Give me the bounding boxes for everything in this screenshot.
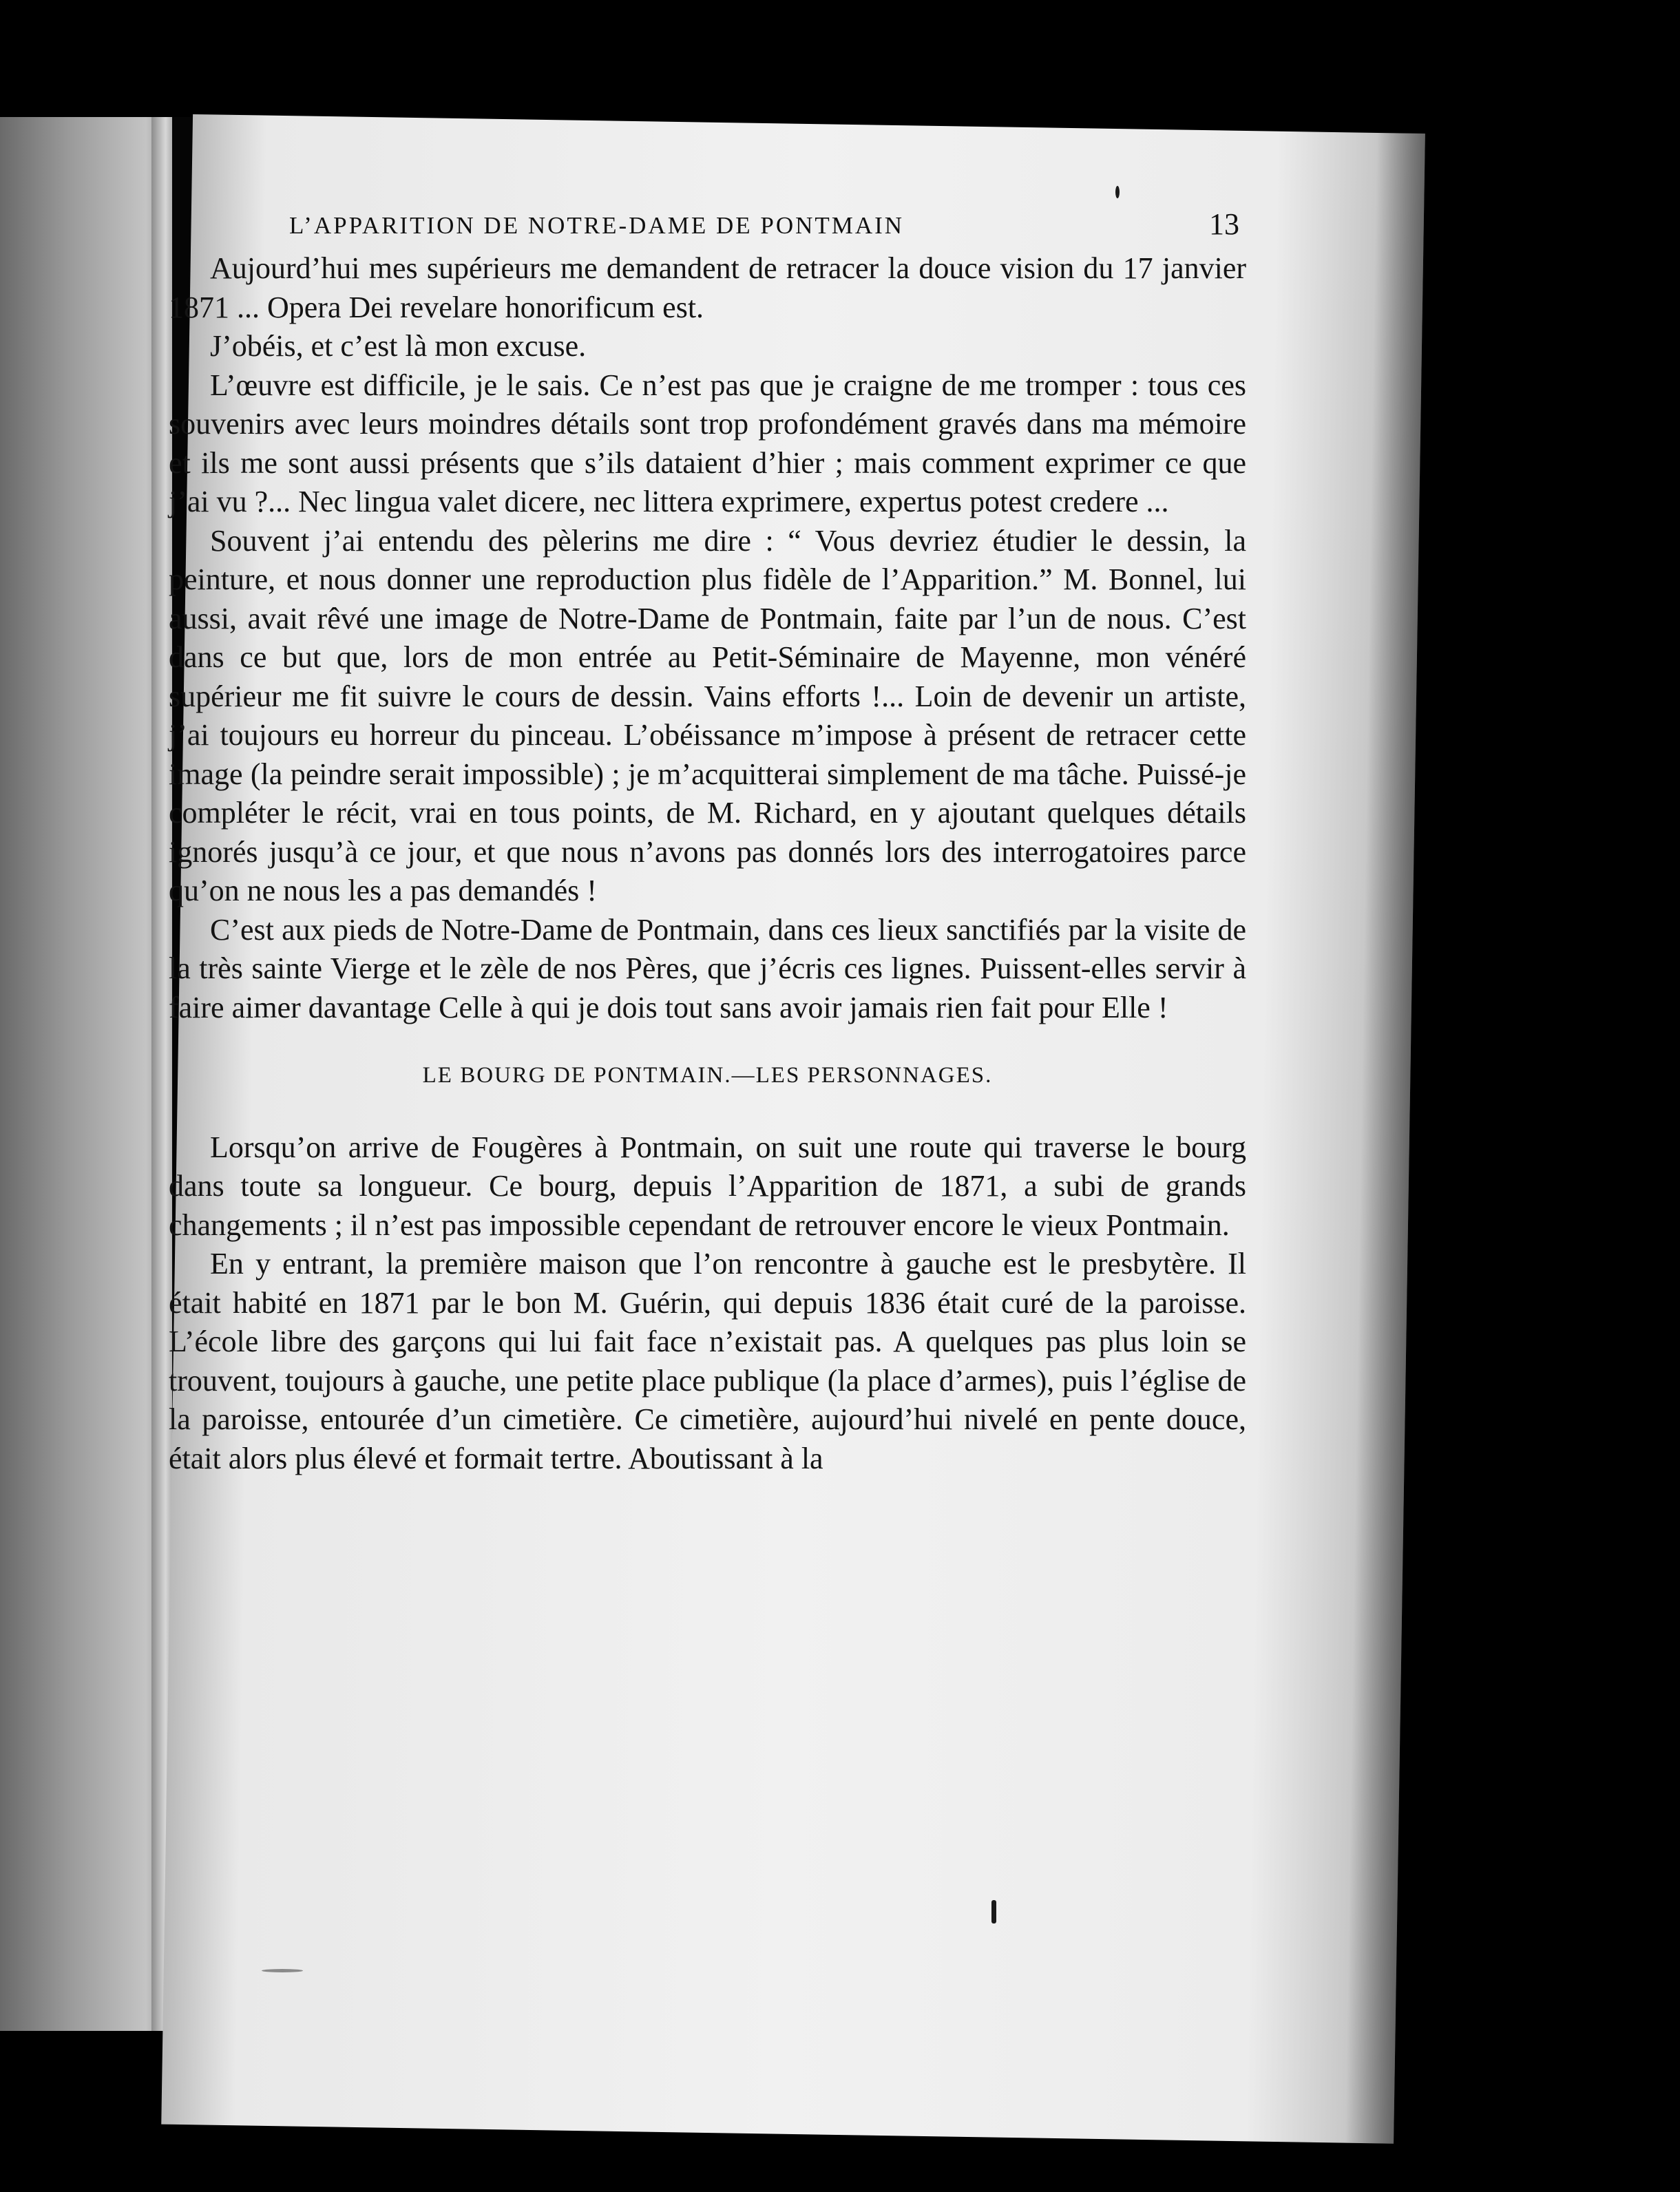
paragraph: Lorsqu’on arrive de Fougères à Pontmain, on suit une route qui traverse le bourg dans toute sa longueur. Ce bourg, depuis l’Apparition de 1871, a subi de grands changements ; il n’est pas impossible cependant de retrouver encore le vieux Pontmain. xyxy=(169,1130,1246,1242)
paragraph: J’obéis, et c’est là mon excuse. xyxy=(210,329,587,363)
page-shadow xyxy=(1345,133,1425,2144)
paragraph: C’est aux pieds de Notre-Dame de Pontmain, dans ces lieux sanctifiés par la visite de la très sainte Vierge et le zèle de nos Pères, que j’écris ces lignes. Puissent-elles servir à faire aimer davantage Celle à qui je dois tout sans avoir jamais rien fait pour Elle ! xyxy=(169,912,1246,1024)
paragraph: Aujourd’hui mes supérieurs me demandent de retracer la douce vision du 17 janvier 1871 ... Opera Dei revelare honorificum est. xyxy=(169,251,1246,324)
page-number: 13 xyxy=(1209,207,1239,241)
running-title: L’APPARITION DE NOTRE-DAME DE PONTMAIN xyxy=(289,212,905,239)
running-header xyxy=(289,207,1239,248)
section-heading: LE BOURG DE PONTMAIN.—LES PERSONNAGES. xyxy=(422,1063,993,1088)
scan-speck xyxy=(262,1969,303,1972)
page-text xyxy=(169,249,1246,1478)
paragraph: En y entrant, la première maison que l’on rencontre à gauche est le presbytère. Il était habité en 1871 par le bon M. Guérin, qui depuis 1836 était curé de la paroisse. L’école libre des garçons qui lui fait face n’existait pas. A quelques pas plus loin se trouvent, toujours à gauche, une petite place publique (la place d’armes), puis l’église de la paroisse, entourée d’un cimetière. Ce cimetière, aujourd’hui nivelé en pente douce, était alors plus élevé et formait tertre. Aboutissant à la xyxy=(169,1247,1246,1475)
previous-page-edge xyxy=(0,117,172,2031)
paragraph: Souvent j’ai entendu des pèlerins me dire : “ Vous devriez étudier le dessin, la peinture, et nous donner une reproduction plus fidèle de l’Apparition.” M. Bonnel, lui aussi, avait rêvé une image de Notre-Dame de Pontmain, faite par l’un de nous. C’est dans ce but que, lors de mon entrée au Petit-Séminaire de Mayenne, mon vénéré supérieur me fit suivre le cours de dessin. Vains efforts !... Loin de devenir un artiste, j’ai toujours eu horreur du pinceau. L’obéissance m’impose à présent de retracer cette image (la peindre serait impossible) ; je m’acquitterai simplement de ma tâche. Puissé-je compléter le récit, vrai en tous points, de M. Richard, en y ajoutant quelques détails ignorés jusqu’à ce jour, et que nous n’avons pas donnés lors des interrogatoires parce qu’on ne nous les a pas demandés ! xyxy=(169,523,1246,907)
scan-speck xyxy=(1115,186,1120,198)
paragraph: L’œuvre est difficile, je le sais. Ce n’est pas que je craigne de me tromper : tous ces souvenirs avec leurs moindres détails sont trop profondément gravés dans ma mémoire et ils me sont aussi présents que s’ils dataient d’hier ; mais comment exprimer ce que j’ai vu ?... Nec lingua valet dicere, nec littera exprimere, expertus potest credere ... xyxy=(169,368,1246,518)
scan-speck xyxy=(991,1900,996,1924)
